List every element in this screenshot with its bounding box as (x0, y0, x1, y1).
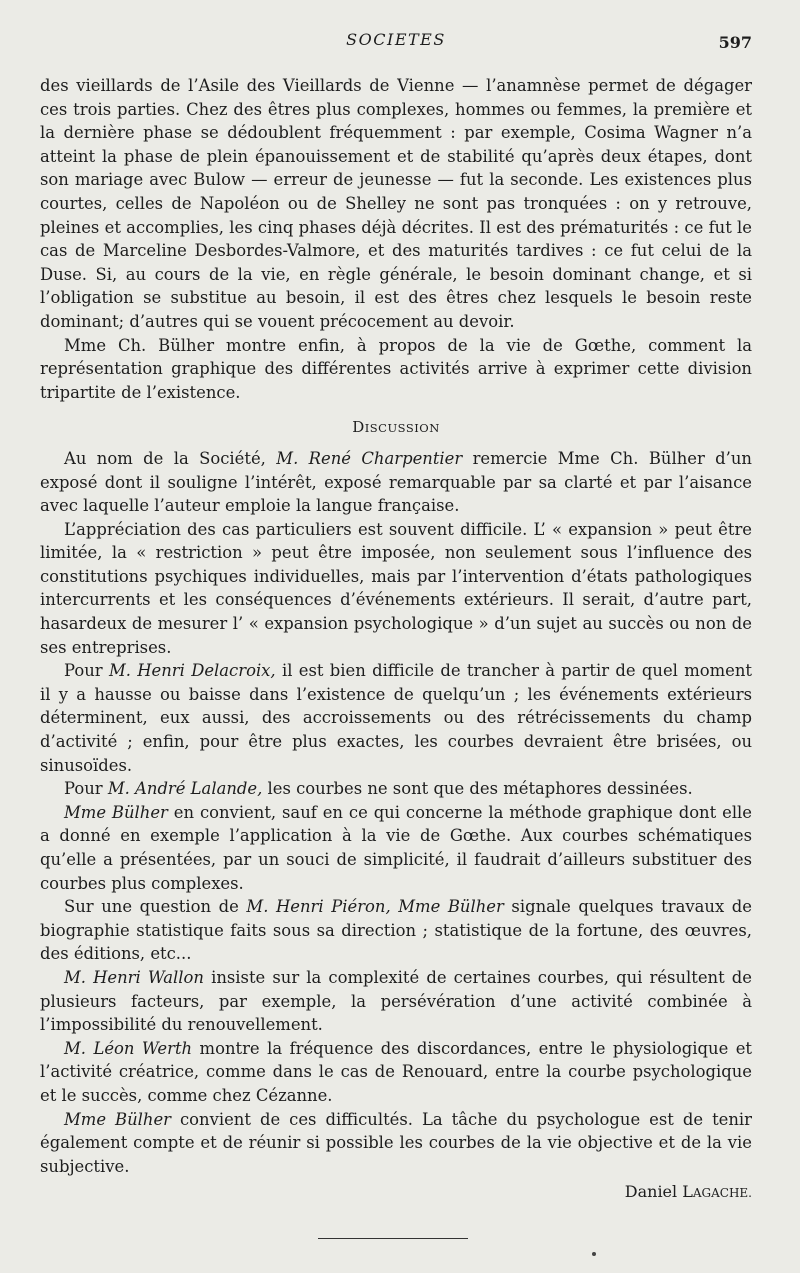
discussion-paragraph: M. Léon Werth montre la fréquence des discordances, entre le physiologique et l’activité créatrice, comme dans le cas de Renouard, entre la courbe psychologique et le succès, comme chez Cézanne. (40, 1038, 753, 1105)
print-speck (592, 1252, 596, 1256)
discussion-paragraph: Mme Bülher en convient, sauf en ce qui concerne la méthode graphique dont elle a donné en exemple l’application à la vie de Gœthe. Aux courbes schématiques qu’elle a présentées, par un souci de simplicité, il faudrait d’ailleurs substituer des courbes plus complexes. (40, 802, 752, 893)
speaker-name: Mme Bülher (64, 802, 168, 822)
author-signature: Daniel LAGACHE. (624, 1182, 752, 1202)
discussion-paragraph: Sur une question de M. Henri Piéron, Mme Bülher signale quelques travaux de biographie statistique faits sous sa direction ; statistique de la fortune, des œuvres, des éditions, etc... (40, 897, 752, 964)
discussion-paragraph: Pour M. André Lalande, les courbes ne sont que des métaphores dessinées. (64, 779, 693, 799)
discussion-paragraph: M. Henri Wallon insiste sur la complexité de certaines courbes, qui résultent de plusieurs facteurs, par exemple, la persévération d’une activité combinée à l’impossibilité du renouvellement. (40, 967, 752, 1035)
discussion-paragraph: L’appréciation des cas particuliers est souvent difficile. L’ « expansion » peut être limitée, la « restriction » peut être imposée, non seulement sous l’influence des constitutions psychiques individuelles, mais par l’intervention d’états pathologiques intercurrents et les conséquences d’événements extérieurs. Il serait, d’autre part, hasardeux de mesurer l’ « expansion psychologique » d’un sujet au succès ou non de ses entreprises. (40, 519, 752, 657)
discussion-paragraph: Mme Bülher convient de ces difficultés. La tâche du psychologue est de tenir également compte et de réunir si possible les courbes de la vie objective et de la vie subjective. (40, 1109, 753, 1176)
running-title: SOCIETES (346, 30, 446, 49)
article-body (40, 74, 752, 1206)
speaker-name: M. Henri Delacroix, (108, 661, 276, 681)
page-number: 597 (718, 33, 752, 52)
speaker-name: M. André Lalande, (107, 779, 263, 799)
discussion-paragraph: Pour M. Henri Delacroix, il est bien difficile de trancher à partir de quel moment il y a hausse ou baisse dans l’existence de quelqu’un ; les événements extérieurs déterminent, eux aussi, des accroissements ou des rétrécissements du champ d’activité ; enfin, pour être plus exactes, les courbes devraient être brisées, ou sinusoïdes. (40, 661, 752, 775)
footer-rule (318, 1238, 468, 1239)
speaker-name: M. Henri Wallon (64, 967, 204, 987)
speaker-name: M. Léon Werth (64, 1038, 193, 1058)
paragraph: Mme Ch. Bülher montre enfin, à propos de la vie de Gœthe, comment la représentation graphique des différentes activités arrive à exprimer cette division tripartite de l’existence. (40, 335, 752, 402)
running-header (40, 30, 752, 54)
speaker-name: Mme Bülher (64, 1109, 171, 1129)
speaker-name: M. René Charpentier (276, 448, 463, 468)
discussion-paragraph: Au nom de la Société, M. René Charpentier remercie Mme Ch. Bülher d’un exposé dont il souligne l’intérêt, exposé remarquable par sa clarté et par l’aisance avec laquelle l’auteur emploie la langue française. (40, 448, 752, 516)
speaker-name: M. Henri Piéron, Mme Bülher (246, 897, 504, 917)
paragraph: des vieillards de l’Asile des Vieillards de Vienne — l’anamnèse permet de dégager ces trois parties. Chez des êtres plus complexes, hommes ou femmes, la première et la dernière phase se dédoublent fréquemment : par exemple, Cosima Wagner n’a atteint la phase de plein épanouissement et de stabilité qu’après deux étapes, dont son mariage avec Bulow — erreur de jeunesse — fut la seconde. Les existences plus courtes, celles de Napoléon ou de Shelley ne sont pas tronquées : on y retrouve, pleines et accomplies, les cinq phases déjà décrites. Il est des prématurités : ce fut le cas de Marceline Desbordes-Valmore, et des maturités tardives : ce fut celui de la Duse. Si, au cours de la vie, en règle générale, le besoin dominant change, et si l’obligation se substitue au besoin, il est des êtres chez lesquels le besoin reste dominant; d’autres qui se vouent précocement au devoir. (40, 76, 752, 331)
section-heading: DISCUSSION (352, 418, 440, 437)
